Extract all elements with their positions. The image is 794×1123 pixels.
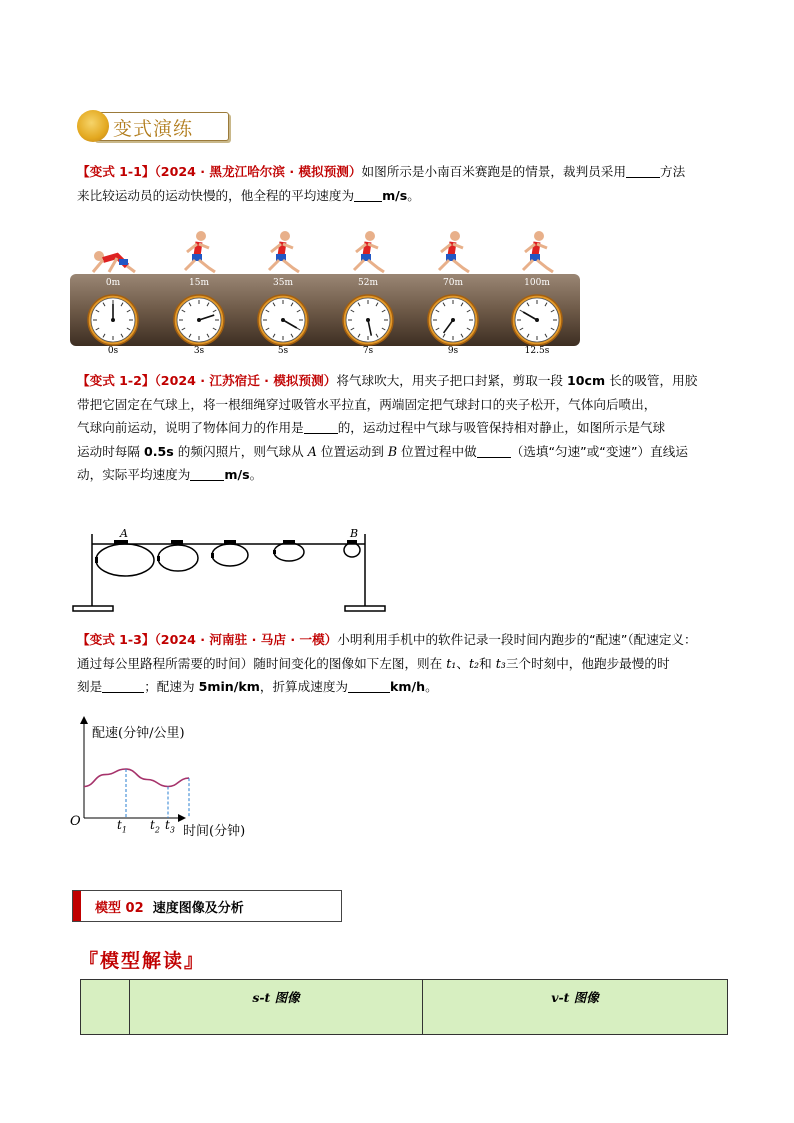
unit-label: km/h [390, 679, 426, 694]
question-tag: 【变式 1-3】 [77, 632, 155, 647]
balloon [212, 544, 248, 566]
point-label: B [387, 443, 398, 459]
question-text: 三个时刻中，他跑步最慢的时 [505, 655, 670, 671]
balloon-b [344, 543, 360, 557]
runner-figure [439, 231, 469, 272]
question-text: 的，运动过程中气球与吸管保持相对静止，如图所示是气球 [337, 420, 666, 435]
straw [347, 540, 357, 544]
model-table [80, 979, 728, 1035]
runner-figure [185, 231, 215, 272]
question-text: 位置过程中做 [397, 443, 477, 459]
question-1-1 [77, 160, 727, 207]
balloon-a [96, 544, 154, 576]
question-text: 如图所示是小南百米赛跑是的情景，裁判员采用 [361, 164, 626, 179]
question-text: 将气球吹大，用夹子把口封紧，剪取一段 [336, 373, 568, 388]
clip [157, 556, 160, 561]
banner-title: 变式演练 [113, 118, 194, 140]
value-text: 5min/km [198, 679, 260, 694]
balloon [274, 543, 304, 561]
model-reading-heading: 『模型解读』 [79, 950, 206, 972]
answer-blank[interactable] [304, 419, 338, 434]
question-text: 。 [425, 679, 438, 694]
section-banner [77, 110, 231, 144]
question-text: 来比较运动员的运动快慢的，他全程的平均速度为 [77, 187, 355, 203]
question-text: 运动时每隔 [77, 443, 144, 459]
question-text: 和 [479, 655, 496, 671]
stopwatch-icon [258, 295, 308, 345]
question-text: ；配速为 [144, 679, 199, 694]
balloon-figure [70, 528, 390, 620]
question-text: 刻是 [77, 679, 103, 694]
question-text: 气球向前运动，说明了物体间力的作用是 [77, 420, 304, 435]
distance-label: 15m [189, 278, 209, 288]
distance-label: 35m [273, 278, 293, 288]
label-b: B [350, 527, 359, 540]
origin-label: O [70, 814, 81, 829]
question-text: 长的吸管，用胶 [605, 373, 698, 388]
table-row [81, 980, 728, 1035]
question-tag: 【变式 1-1】 [77, 164, 155, 179]
stopwatch-icon [512, 295, 562, 345]
question-text: ，折算成速度为 [259, 679, 348, 694]
sprint-figure [70, 226, 580, 364]
value-text: 0.5s [143, 443, 174, 459]
clip [95, 557, 98, 563]
tick-t1: $t_1$ [117, 818, 127, 835]
x-axis-label: 时间(分钟) [183, 824, 246, 839]
question-1-2 [77, 369, 727, 487]
stopwatch-icon [343, 295, 393, 345]
question-source: （2024 · 江苏宿迁 · 模拟预测） [154, 373, 337, 388]
time-label: 0s [107, 346, 119, 356]
straw [114, 540, 128, 544]
unit-label: m/s [382, 187, 408, 203]
right-base [345, 606, 385, 611]
runner-figure [354, 231, 384, 272]
time-label: 7s [362, 346, 374, 356]
clip [273, 550, 276, 554]
balloon [158, 545, 198, 571]
stopwatch-icon [174, 295, 224, 345]
clip [211, 553, 214, 558]
table-header-vt: v-t 图像 [423, 980, 728, 1035]
left-base [73, 606, 113, 611]
runner-figure [523, 231, 553, 272]
straw [283, 540, 295, 544]
model-title: 模型 02 速度图像及分析 [95, 901, 244, 916]
symbol-text: t₁ [446, 655, 457, 671]
answer-blank[interactable] [348, 678, 390, 693]
tick-t2: $t_2$ [150, 818, 160, 835]
distance-label: 0m [105, 278, 121, 288]
question-text: 小明利用手机中的软件记录一段时间内跑步的“配速”（配速定义： [337, 632, 697, 647]
pace-curve [84, 769, 189, 787]
label-a: A [120, 527, 128, 540]
table-cell [81, 980, 130, 1035]
value-text: 10cm [567, 373, 606, 388]
question-1-3 [77, 628, 727, 699]
question-text: 。 [249, 467, 263, 482]
question-text: 方法 [659, 164, 686, 179]
question-source: （2024 · 河南驻 · 马店 · 一模） [154, 632, 338, 647]
time-label: 3s [193, 346, 205, 356]
question-text: 通过每公里路程所需要的时间）随时间变化的图像如下左图，则在 [77, 655, 447, 671]
runner-figure [269, 231, 299, 272]
question-text: （选填“匀速”或“变速”）直线运 [510, 443, 688, 459]
question-tag: 【变式 1-2】 [77, 373, 155, 388]
time-label: 12.5s [524, 346, 550, 356]
straw [224, 540, 236, 544]
symbol-text: t₂ [468, 655, 480, 671]
distance-label: 52m [358, 278, 378, 288]
distance-label: 100m [524, 278, 550, 288]
track-ground [70, 274, 580, 346]
question-text: 位置运动到 [316, 443, 388, 459]
answer-blank[interactable] [477, 443, 511, 458]
question-text: 。 [407, 187, 420, 203]
tick-t3: $t_3$ [165, 818, 175, 835]
time-label: 5s [277, 346, 289, 356]
table-header-st: s-t 图像 [130, 980, 423, 1035]
banner-disc-icon [77, 110, 109, 142]
model-header [72, 890, 342, 922]
runner-figure [93, 251, 135, 272]
straw [171, 540, 183, 544]
time-label: 9s [447, 346, 459, 356]
symbol-text: t₃ [495, 655, 506, 671]
unit-label: m/s [224, 467, 250, 482]
question-text: 、 [456, 655, 469, 671]
question-text: 带把它固定在气球上，将一根细绳穿过吸管水平拉直，两端固定把气球封口的夹子松开，气体向后喷出， [77, 396, 657, 412]
question-text: 动，实际平均速度为 [77, 467, 191, 482]
answer-blank[interactable] [354, 187, 382, 202]
answer-blank[interactable] [102, 678, 144, 693]
point-label: A [307, 443, 317, 459]
stopwatch-icon [428, 295, 478, 345]
answer-blank[interactable] [626, 163, 660, 178]
question-text: 的频闪照片，则气球从 [173, 443, 308, 459]
model-bar [73, 891, 81, 921]
stopwatch-icon [88, 295, 138, 345]
distance-label: 70m [443, 278, 463, 288]
y-axis-label: 配速(分钟/公里) [92, 726, 185, 741]
answer-blank[interactable] [190, 466, 224, 481]
question-source: （2024 · 黑龙江哈尔滨 · 模拟预测） [154, 164, 362, 179]
